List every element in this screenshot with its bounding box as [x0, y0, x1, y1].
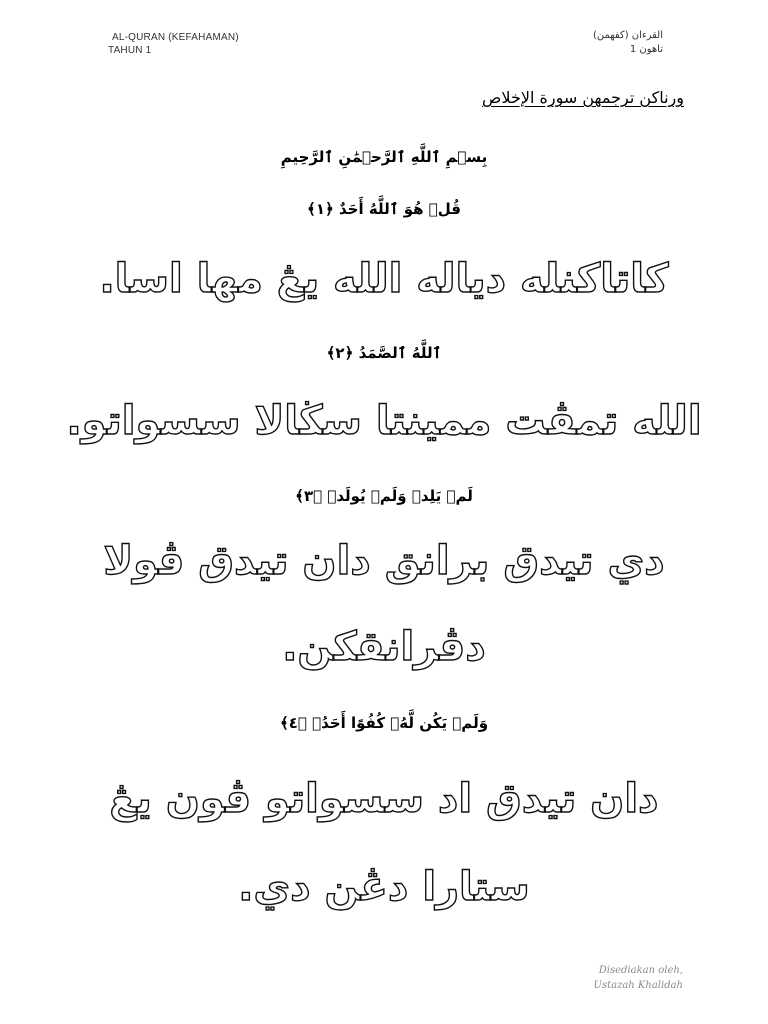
basmalah: بِسۡمِ ٱللَّهِ ٱلرَّحۡمَٰنِ ٱلرَّحِيمِ	[280, 148, 488, 166]
translation-2-line-1: الله تمڤت ممينتا سڬالا سسواتو.	[66, 398, 702, 444]
translation-4-line-1: دان تيدق اد سسواتو ڤون يڠ	[109, 776, 659, 822]
header-right	[593, 29, 663, 57]
header-left	[108, 31, 239, 57]
prepared-by-label: Disediakan oleh,	[598, 965, 683, 976]
translation-3-line-1: دي تيدق برانق دان تيدق ڤولا	[103, 538, 665, 584]
ayah-1: قُلۡ هُوَ ٱللَّهُ أَحَدٌ ﴿١﴾	[307, 200, 461, 218]
year-label: TAHUN 1	[108, 45, 152, 56]
translation-3-line-2: دڤرانقكن.	[282, 624, 486, 670]
translation-4-line-2: ستارا دڠن دي.	[238, 864, 530, 910]
subject-title: AL-QURAN (KEFAHAMAN)	[112, 32, 239, 43]
translation-1-line-1: كاتاكنله دياله الله يڠ مها اسا.	[99, 256, 669, 302]
year-label-jawi: تاهون 1	[629, 44, 663, 55]
worksheet-heading: ورناكن ترجمهن سورة الإخلاص	[482, 88, 684, 107]
ayah-2: ٱللَّهُ ٱلصَّمَدُ ﴿٢﴾	[326, 344, 442, 362]
ayah-3: لَمۡ يَلِدۡ وَلَمۡ يُولَدۡ ﴿٣﴾	[295, 487, 473, 505]
author-credit	[594, 963, 683, 993]
subject-title-jawi: القرءان (كفهمن)	[592, 30, 663, 41]
author-name: Ustazah Khalidah	[593, 980, 683, 991]
ayah-4: وَلَمۡ يَكُن لَّهُۥ كُفُوًا أَحَدُۢ ﴿٤﴾	[279, 714, 489, 732]
